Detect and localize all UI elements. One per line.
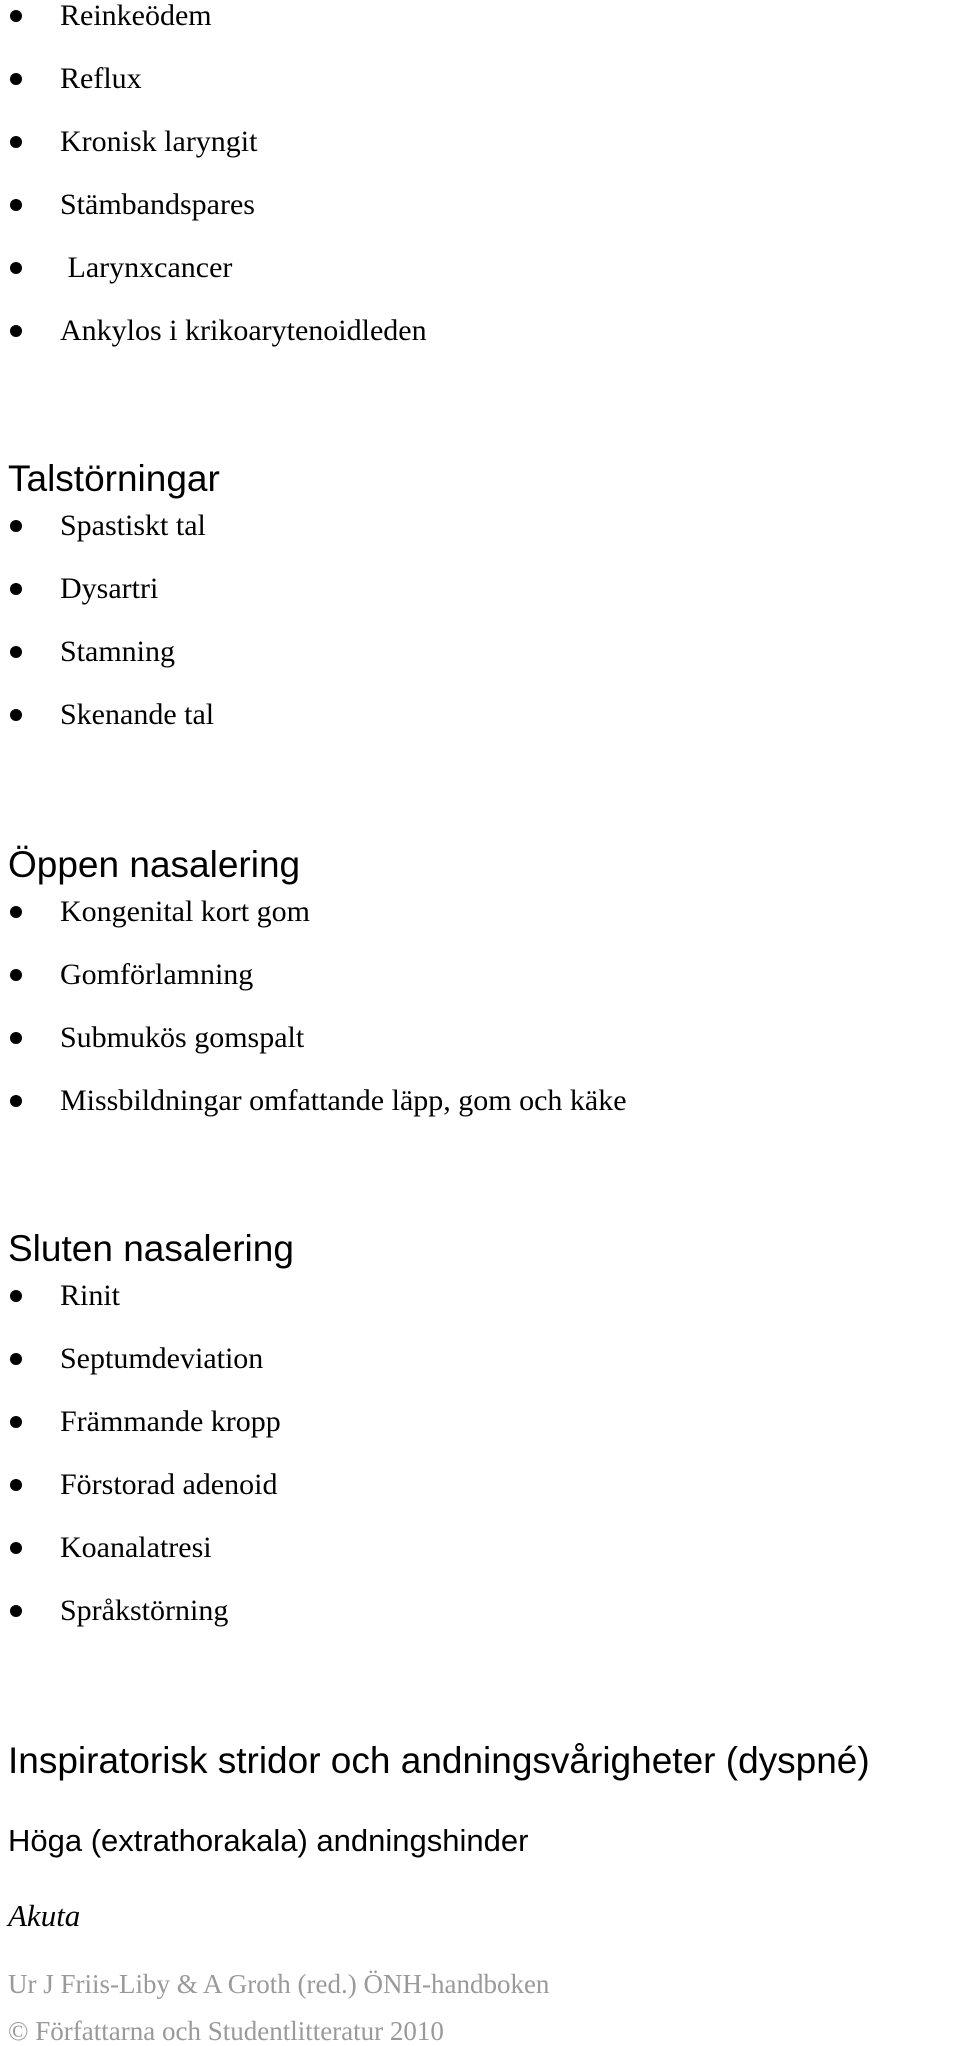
list-item xyxy=(0,47,427,110)
bullet-icon xyxy=(10,262,22,274)
list-item xyxy=(0,1453,281,1516)
bullet-icon xyxy=(10,520,22,532)
section-heading-oppen-nasalering: Öppen nasalering xyxy=(8,844,301,885)
list-item-text: Dysartri xyxy=(60,572,159,605)
bullet-icon xyxy=(10,969,22,981)
list-item-text: Stämbandspares xyxy=(60,188,255,221)
bullet-icon xyxy=(10,1290,22,1302)
list-item-text: Spastiskt tal xyxy=(60,509,206,542)
label-akuta: Akuta xyxy=(8,1898,81,1933)
list-item-text: Koanalatresi xyxy=(60,1531,212,1564)
list-item-text: Stamning xyxy=(60,635,176,668)
list-item xyxy=(0,173,427,236)
list-item-text: Septumdeviation xyxy=(60,1342,264,1375)
section-heading-stridor: Inspiratorisk stridor och andningsvårigheter (dyspné) xyxy=(8,1740,870,1781)
list-item-text: Främmande kropp xyxy=(60,1405,281,1438)
bullet-icon xyxy=(10,1095,22,1107)
list-item xyxy=(0,110,427,173)
list-item xyxy=(0,1264,281,1327)
bullet-icon xyxy=(10,1479,22,1491)
bullet-icon xyxy=(10,646,22,658)
list-item-text: Gomförlamning xyxy=(60,958,254,991)
bullet-icon xyxy=(10,1416,22,1428)
list-talstorningar xyxy=(0,494,214,746)
list-item xyxy=(0,1006,627,1069)
list-item xyxy=(0,0,427,47)
bullet-icon xyxy=(10,709,22,721)
bullet-icon xyxy=(10,73,22,85)
list-item-text: Missbildningar omfattande läpp, gom och käke xyxy=(60,1084,627,1117)
list-item-text: Reflux xyxy=(60,62,142,95)
bullet-icon xyxy=(10,10,22,22)
list-item-text: Skenande tal xyxy=(60,698,215,731)
bullet-icon xyxy=(10,136,22,148)
list-item xyxy=(0,299,427,362)
list-item xyxy=(0,620,214,683)
list-item-text: Kongenital kort gom xyxy=(60,895,310,928)
list-oppen-nasalering xyxy=(0,880,627,1132)
list-sluten-nasalering xyxy=(0,1264,281,1642)
section-heading-sluten-nasalering: Sluten nasalering xyxy=(8,1228,294,1269)
list-item-text: Submukös gomspalt xyxy=(60,1021,305,1054)
list-item-text: Reinkeödem xyxy=(60,0,212,32)
bullet-icon xyxy=(10,325,22,337)
list-item xyxy=(0,236,427,299)
subheading-hoga-andningshinder: Höga (extrathorakala) andningshinder xyxy=(8,1823,529,1858)
bullet-icon xyxy=(10,1032,22,1044)
list-item xyxy=(0,1069,627,1132)
list-item-text: Larynxcancer xyxy=(60,251,233,284)
list-item xyxy=(0,880,627,943)
list-item xyxy=(0,1516,281,1579)
list-item xyxy=(0,943,627,1006)
source-citation: Ur J Friis-Liby & A Groth (red.) ÖNH-handboken xyxy=(8,1969,550,1999)
list-item xyxy=(0,1327,281,1390)
bullet-icon xyxy=(10,1542,22,1554)
copyright-notice: © Författarna och Studentlitteratur 2010 xyxy=(8,2016,444,2046)
list-item xyxy=(0,1390,281,1453)
list-item-text: Rinit xyxy=(60,1279,121,1312)
list-item-text: Förstorad adenoid xyxy=(60,1468,278,1501)
bullet-icon xyxy=(10,1605,22,1617)
list-item-text: Språkstörning xyxy=(60,1594,229,1627)
list-item xyxy=(0,683,214,746)
bullet-icon xyxy=(10,583,22,595)
list-item xyxy=(0,494,214,557)
list-item-text: Kronisk laryngit xyxy=(60,125,258,158)
bullet-icon xyxy=(10,1353,22,1365)
list-laryngeal-conditions xyxy=(0,0,427,362)
bullet-icon xyxy=(10,906,22,918)
list-item-text: Ankylos i krikoarytenoidleden xyxy=(60,314,427,347)
list-item xyxy=(0,557,214,620)
section-heading-talstorningar: Talstörningar xyxy=(8,458,220,499)
list-item xyxy=(0,1579,281,1642)
bullet-icon xyxy=(10,199,22,211)
